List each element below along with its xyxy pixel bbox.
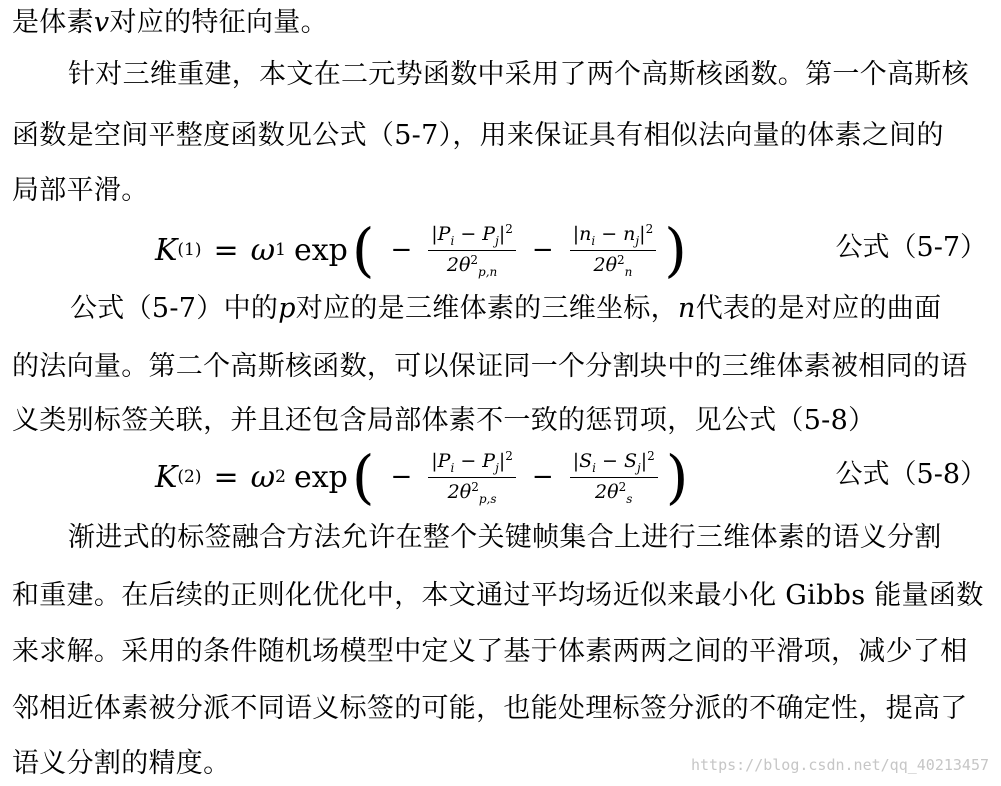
- paragraph-line: 局部平滑。: [12, 175, 149, 206]
- fraction-position-term: $\frac{|P_i - P_j|^2}{2\theta^2_{p,n}}$: [428, 222, 516, 279]
- variable-p: p: [278, 293, 296, 324]
- paragraph-line: 语义分割的精度。: [12, 748, 231, 779]
- paragraph-line: 渐进式的标签融合方法允许在整个关键帧集合上进行三维体素的语义分割: [68, 522, 942, 553]
- paragraph-line: 是体素v对应的特征向量。: [12, 7, 328, 38]
- formula-label: 公式（5-8）: [835, 459, 987, 490]
- paragraph-line: 来求解。采用的条件随机场模型中定义了基于体素两两之间的平滑项，减少了相: [12, 636, 968, 667]
- paragraph-line: 公式（5-7）中的p对应的是三维体素的三维坐标，n代表的是对应的曲面: [70, 293, 942, 324]
- watermark: https://blog.csdn.net/qq_40213457: [690, 756, 989, 774]
- fraction-label-term: $\frac{|S_i - S_j|^2}{2\theta^2_s}$: [570, 449, 658, 506]
- fraction-normal-term: $\frac{|n_i - n_j|^2}{2\theta^2_n}$: [570, 222, 657, 279]
- paragraph-line: 义类别标签关联，并且还包含局部体素不一致的惩罚项，见公式（5-8）: [12, 405, 876, 436]
- paragraph-line: 针对三维重建，本文在二元势函数中采用了两个高斯核函数。第一个高斯核: [68, 59, 969, 90]
- paragraph-line: 的法向量。第二个高斯核函数，可以保证同一个分割块中的三维体素被相同的语: [12, 351, 968, 382]
- formula-label: 公式（5-7）: [835, 232, 987, 263]
- fraction-position-term: $\frac{|P_i - P_j|^2}{2\theta^2_{p,s}}$: [428, 449, 516, 506]
- variable-v: v: [93, 7, 110, 38]
- variable-n: n: [677, 293, 696, 324]
- formula-5-8: K (2) = ω 2 exp ( − $\frac{|P_i - P_j|^2}{2\theta^2_{p,s}}$ − $\frac{|S_i - S_j|^2}{2\theta^2_s}$ ): [155, 443, 689, 511]
- paragraph-line: 和重建。在后续的正则化优化中，本文通过平均场近似来最小化 Gibbs 能量函数: [12, 580, 984, 611]
- paragraph-line: 函数是空间平整度函数见公式（5-7），用来保证具有相似法向量的体素之间的: [12, 120, 944, 151]
- paragraph-line: 邻相近体素被分派不同语义标签的可能，也能处理标签分派的不确定性，提高了: [12, 693, 968, 724]
- formula-5-7: K (1) = ω 1 exp ( − $\frac{|P_i - P_j|^2}{2\theta^2_{p,n}}$ − $\frac{|n_i - n_j|^2}{2\theta^2_n}$ ): [155, 216, 687, 284]
